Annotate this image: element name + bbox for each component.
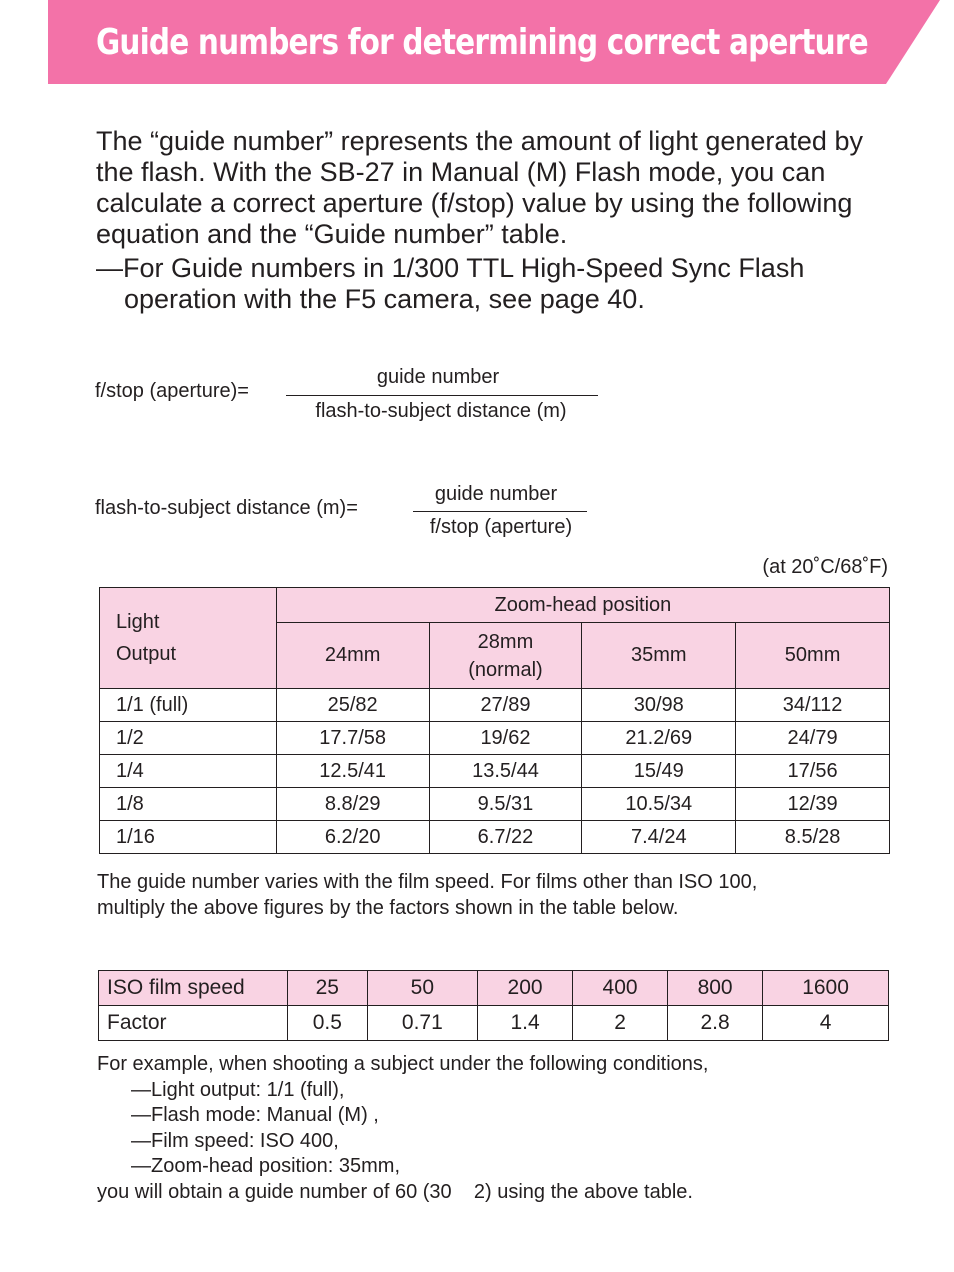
table-cell: 19/62: [429, 722, 582, 755]
light-output-header: [100, 588, 277, 689]
title-banner: [48, 0, 940, 84]
row-label: 1/1 (full): [100, 689, 277, 722]
example-item: —Light output: 1/1 (full),: [131, 1078, 345, 1101]
intro-note: —For Guide numbers in 1/300 TTL High-Speed Sync Flash operation with the F5 camera, see page 40.: [96, 253, 805, 314]
table-cell: 7.4/24: [582, 821, 736, 854]
factor-cell: 1.4: [478, 1006, 573, 1041]
light-output-line2: Output: [116, 643, 177, 665]
factor-cell: 0.5: [288, 1006, 368, 1041]
example-section: [97, 1052, 897, 1205]
table-cell: 8.5/28: [736, 821, 890, 854]
table-cell: 34/112: [736, 689, 890, 722]
intro-paragraph: The “guide number” represents the amount of light generated by the flash. With the SB-27 in Manual (M) Flash mode, you can calculate a correct aperture (f/stop) value by using the following equation and the “Guide number” table.: [96, 126, 863, 249]
column-header-28mm: 28mm: [477, 630, 534, 653]
factor-cell: 2: [573, 1006, 668, 1041]
table-row: [100, 722, 890, 755]
table-row: [100, 755, 890, 788]
factor-row: [99, 1006, 889, 1041]
table-cell: 9.5/31: [429, 788, 582, 821]
guide-number-table: [99, 587, 890, 854]
table-cell: 15/49: [582, 755, 736, 788]
table-cell: 8.8/29: [276, 788, 429, 821]
table-cell: 13.5/44: [429, 755, 582, 788]
film-note-line1: The guide number varies with the film speed. For films other than ISO 100,: [97, 871, 758, 893]
table-cell: 17.7/58: [276, 722, 429, 755]
table-cell: 12/39: [736, 788, 890, 821]
iso-factor-table: [98, 970, 889, 1041]
factor-cell: 0.71: [367, 1006, 477, 1041]
column-header: 24mm: [276, 623, 429, 689]
formula1-fraction-line: [286, 395, 598, 396]
formula2-fraction-line: [413, 511, 587, 512]
iso-speed-cell: 25: [288, 971, 368, 1006]
column-header: [429, 623, 582, 689]
temperature-note: (at 20˚C/68˚F): [762, 556, 888, 578]
table-cell: 30/98: [582, 689, 736, 722]
example-conclusion: you will obtain a guide number of 60 (30 2) using the above table.: [97, 1180, 693, 1203]
table-row: [100, 788, 890, 821]
table-cell: 24/79: [736, 722, 890, 755]
formula2-denominator: f/stop (aperture): [429, 516, 573, 538]
iso-speed-cell: 800: [668, 971, 763, 1006]
iso-speed-cell: 50: [367, 971, 477, 1006]
iso-speed-cell: 400: [573, 971, 668, 1006]
light-output-line1: Light: [116, 611, 160, 633]
column-header-28mm-sub: (normal): [468, 658, 543, 681]
table-cell: 6.7/22: [429, 821, 582, 854]
row-label: 1/16: [100, 821, 277, 854]
table-cell: 12.5/41: [276, 755, 429, 788]
film-speed-note: [97, 869, 897, 921]
table-cell: 21.2/69: [582, 722, 736, 755]
table-cell: 6.2/20: [276, 821, 429, 854]
iso-speed-cell: 200: [478, 971, 573, 1006]
intro-section: [96, 126, 896, 315]
example-item: —Flash mode: Manual (M) ,: [131, 1104, 379, 1126]
factor-label: Factor: [99, 1006, 288, 1041]
iso-speed-cell: 1600: [763, 971, 889, 1006]
example-intro: For example, when shooting a subject under the following conditions,: [97, 1053, 709, 1075]
example-item: —Zoom-head position: 35mm,: [131, 1155, 401, 1177]
column-header: 50mm: [736, 623, 890, 689]
table-row: [100, 821, 890, 854]
iso-speed-label: ISO film speed: [99, 971, 288, 1006]
row-label: 1/8: [100, 788, 277, 821]
column-header: 35mm: [582, 623, 736, 689]
formula1-numerator: guide number: [376, 366, 500, 388]
table-row: [100, 689, 890, 722]
row-label: 1/4: [100, 755, 277, 788]
film-note-line2: multiply the above figures by the factors shown in the table below.: [97, 897, 679, 919]
table-cell: 17/56: [736, 755, 890, 788]
table-cell: 25/82: [276, 689, 429, 722]
iso-speed-row: [99, 971, 889, 1006]
factor-cell: 2.8: [668, 1006, 763, 1041]
factor-cell: 4: [763, 1006, 889, 1041]
formula1-lhs: f/stop (aperture)=: [95, 380, 249, 402]
example-item: —Film speed: ISO 400,: [131, 1129, 339, 1152]
row-label: 1/2: [100, 722, 277, 755]
formula1-denominator: flash-to-subject distance (m): [315, 400, 567, 422]
table-cell: 10.5/34: [582, 788, 736, 821]
formula2-numerator: guide number: [434, 483, 558, 505]
zoom-head-header: Zoom-head position: [276, 588, 889, 623]
formula2-lhs: flash-to-subject distance (m)=: [95, 497, 358, 519]
table-cell: 27/89: [429, 689, 582, 722]
page-title: Guide numbers for determining correct aperture: [96, 22, 868, 63]
